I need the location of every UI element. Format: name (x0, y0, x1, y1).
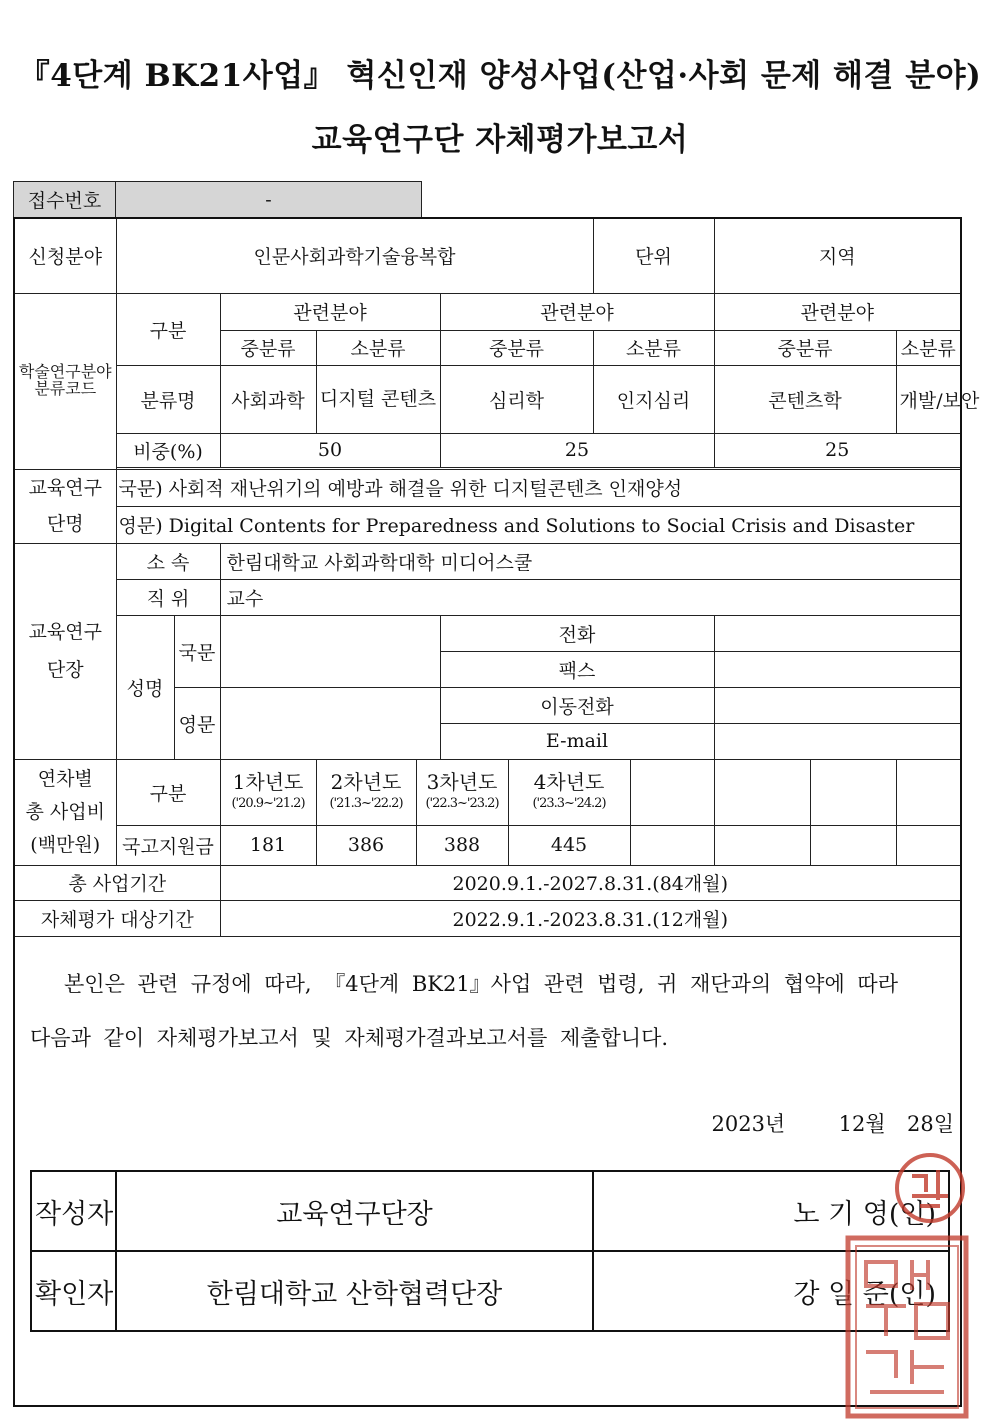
writer-title: 교육연구단장 (116, 1171, 593, 1251)
classification-name-1: 사회과학 (220, 365, 316, 433)
related-field-1: 관련분야 (220, 293, 440, 330)
group-name-label-line1: 교육연구 (28, 477, 102, 499)
phone-label: 전화 (440, 615, 714, 651)
year-3-period: ('22.3~'23.2) (425, 796, 499, 811)
writer-seal: (인) (888, 1198, 936, 1230)
year-2-name: 2차년도 (330, 770, 402, 795)
personal-seal-stamp (890, 1148, 970, 1228)
name-label: 성명 (116, 615, 174, 759)
budget-col-header: 구분 (116, 759, 220, 825)
sub-label-6: 소분류 (896, 330, 961, 365)
year-5-header (630, 759, 714, 825)
document-title-line2: 교육연구단 자체평가보고서 (311, 122, 689, 158)
classification-name-6: 개발/보안 (896, 365, 961, 433)
eval-period-label: 자체평가 대상기간 (14, 900, 220, 936)
budget-label-line2: 총 사업비 (25, 800, 105, 823)
receipt-value: - (116, 182, 422, 218)
receipt-label: 접수번호 (14, 182, 116, 218)
position-label: 직 위 (116, 579, 220, 615)
writer-role: 작성자 (31, 1171, 116, 1251)
year-7-amount (810, 825, 896, 865)
group-name-label-line2: 단명 (46, 513, 84, 535)
year-3-name: 3차년도 (426, 770, 498, 795)
declaration-line2: 다음과 같이 자체평가보고서 및 자체평가결과보고서를 제출합니다. (30, 1026, 669, 1050)
affiliation-label: 소 속 (116, 543, 220, 579)
date-month: 12월 (838, 1112, 886, 1136)
confirmer-name: 강 일 준 (793, 1278, 889, 1310)
email-field (714, 723, 961, 759)
english-name-field (220, 687, 440, 759)
classification-name-5: 콘텐츠학 (714, 365, 896, 433)
date-year: 2023년 (711, 1112, 786, 1136)
total-period-value: 2020.9.1.-2027.8.31.(84개월) (220, 865, 961, 900)
year-3-amount: 388 (416, 825, 508, 865)
sub-label-1: 중분류 (220, 330, 316, 365)
sub-label-2: 소분류 (316, 330, 440, 365)
year-6-header (714, 759, 810, 825)
unit-value: 지역 (714, 218, 961, 293)
budget-label (14, 759, 116, 865)
year-1-period: ('20.9~'21.2) (231, 796, 305, 811)
ratio-2: 25 (440, 433, 714, 467)
classification-name-2: 디지털 콘텐츠 (316, 365, 440, 433)
document-title-line1: 『4단계 BK21사업』 혁신인재 양성사업(산업·사회 문제 해결 분야) (18, 58, 982, 94)
year-2-header (316, 759, 416, 825)
total-period-label: 총 사업기간 (14, 865, 220, 900)
year-2-amount: 386 (316, 825, 416, 865)
confirmer-seal: (인) (888, 1278, 936, 1310)
korean-name-field (220, 615, 440, 687)
budget-label-line3: (백만원) (30, 833, 101, 856)
year-3-header (416, 759, 508, 825)
affiliation-value: 한림대학교 사회과학대학 미디어스쿨 (220, 543, 961, 579)
leader-label (14, 543, 116, 759)
related-field-2: 관련분야 (440, 293, 714, 330)
declaration-line1: 본인은 관련 규정에 따라, 『4단계 BK21』사업 관련 법령, 귀 재단과의 협약에 따라 (64, 972, 898, 996)
year-4-name: 4차년도 (533, 770, 605, 795)
institution-seal-stamp (842, 1232, 972, 1422)
group-name-korean: 국문) 사회적 재난위기의 예방과 해결을 위한 디지털콘텐츠 인재양성 (116, 469, 961, 506)
classification-name-label: 분류명 (116, 365, 220, 433)
confirmer-title: 한림대학교 산학협력단장 (116, 1251, 593, 1331)
group-name-english: 영문) Digital Contents for Preparedness and Solutions to Social Crisis and Disaster (116, 506, 961, 543)
position-value: 교수 (220, 579, 961, 615)
classification-name-3: 심리학 (440, 365, 593, 433)
sub-label-4: 소분류 (593, 330, 714, 365)
year-8-header (896, 759, 961, 825)
leader-label-line1: 교육연구 (28, 621, 102, 643)
email-label: E-mail (440, 723, 714, 759)
fax-label: 팩스 (440, 651, 714, 687)
phone-field (714, 615, 961, 651)
budget-label-line1: 연차별 (37, 767, 93, 790)
fax-field (714, 651, 961, 687)
submission-date (711, 1108, 954, 1138)
mobile-field (714, 687, 961, 723)
year-7-header (810, 759, 896, 825)
writer-name: 노 기 영 (793, 1198, 889, 1230)
year-4-header (508, 759, 630, 825)
unit-label: 단위 (593, 218, 714, 293)
year-1-amount: 181 (220, 825, 316, 865)
mobile-label: 이동전화 (440, 687, 714, 723)
support-label: 국고지원금 (116, 825, 220, 865)
date-day: 28일 (906, 1112, 954, 1136)
year-5-amount (630, 825, 714, 865)
classification-col-header: 구분 (116, 293, 220, 365)
year-8-amount (896, 825, 961, 865)
group-name-label (14, 469, 116, 543)
english-name-label: 영문 (174, 687, 220, 759)
korean-name-label: 국문 (174, 615, 220, 687)
signature-table (30, 1170, 950, 1332)
year-6-amount (714, 825, 810, 865)
eval-period-value: 2022.9.1.-2023.8.31.(12개월) (220, 900, 961, 936)
related-field-3: 관련분야 (714, 293, 961, 330)
sub-label-3: 중분류 (440, 330, 593, 365)
classification-name-4: 인지심리 (593, 365, 714, 433)
year-4-period: ('23.3~'24.2) (532, 796, 606, 811)
year-1-header (220, 759, 316, 825)
sub-label-5: 중분류 (714, 330, 896, 365)
leader-label-line2: 단장 (46, 659, 84, 681)
ratio-label: 비중(%) (116, 433, 220, 467)
ratio-1: 50 (220, 433, 440, 467)
application-field-label: 신청분야 (14, 218, 116, 293)
confirmer-role: 확인자 (31, 1251, 116, 1331)
ratio-3: 25 (714, 433, 961, 467)
year-4-amount: 445 (508, 825, 630, 865)
receipt-table (13, 181, 422, 218)
classification-label: 학술연구분야 분류코드 (14, 293, 116, 469)
year-1-name: 1차년도 (232, 770, 304, 795)
year-2-period: ('21.3~'22.2) (329, 796, 403, 811)
application-field-value: 인문사회과학기술융복합 (116, 218, 593, 293)
